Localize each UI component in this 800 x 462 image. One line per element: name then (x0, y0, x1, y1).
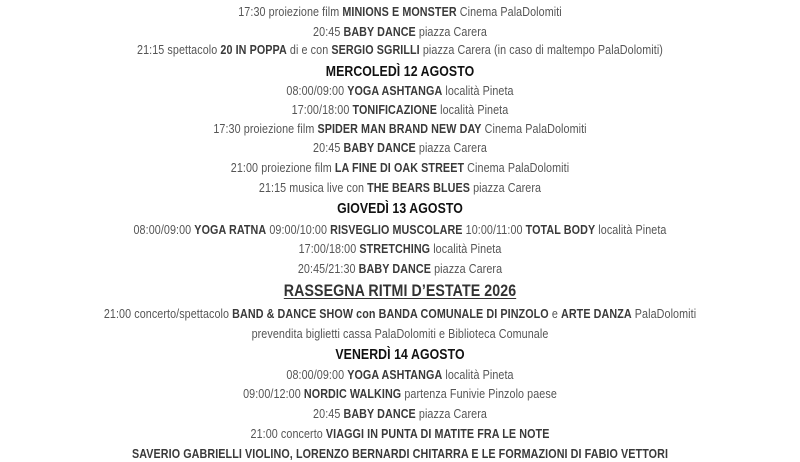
event-detail: piazza Carera (469, 181, 542, 195)
schedule-line (56, 367, 744, 383)
schedule-line (56, 386, 744, 402)
event-title: ARTE DANZA (560, 307, 632, 321)
event-detail: PalaDolomiti (631, 307, 697, 321)
schedule-line (56, 121, 744, 137)
event-detail: 20:45/21:30 (297, 262, 359, 276)
event-detail: 21:00 concerto (250, 427, 326, 441)
event-detail: 21:00 concerto/spettacolo (103, 307, 233, 321)
event-title: THE BEARS BLUES (367, 181, 470, 195)
event-title: con BANDA COMUNALE DI PINZOLO (356, 307, 549, 321)
event-title: SAVERIO GABRIELLI VIOLINO, LORENZO BERNARDI CHITARRA E LE FORMAZIONI DI FABIO VETTORI (131, 447, 669, 461)
event-detail: 17:00/18:00 (298, 242, 360, 256)
schedule-line (56, 406, 744, 422)
event-title: TOTAL BODY (525, 223, 596, 237)
event-detail: Cinema PalaDolomiti (464, 161, 570, 175)
event-detail: 17:30 proiezione film (238, 5, 343, 19)
event-detail: 20:45 (313, 407, 344, 421)
schedule-line (56, 83, 744, 99)
event-detail: Cinema PalaDolomiti (481, 122, 587, 136)
event-title: SERGIO SGRILLI (331, 43, 420, 57)
event-detail: località Pineta (595, 223, 667, 237)
day-heading: GIOVEDÌ 13 AGOSTO (337, 200, 463, 217)
event-title: BABY DANCE (343, 25, 416, 39)
event-detail: 17:00/18:00 (291, 103, 353, 117)
event-detail: piazza Carera (in caso di maltempo PalaDolomiti) (419, 43, 663, 57)
event-title: YOGA ASHTANGA (347, 368, 443, 382)
schedule-line (56, 24, 744, 40)
event-title: BABY DANCE (358, 262, 432, 276)
event-detail: 21:15 musica live con (258, 181, 368, 195)
schedule-line (56, 426, 744, 442)
event-detail: 08:00/09:00 (286, 84, 348, 98)
day-heading: VENERDÌ 14 AGOSTO (335, 346, 465, 363)
event-title: VIAGGI IN PUNTA DI MATITE FRA LE NOTE (325, 427, 550, 441)
event-detail: località Pineta (430, 242, 502, 256)
event-detail: località Pineta (442, 84, 514, 98)
schedule-line (56, 306, 744, 322)
event-title: 20 IN POPPA (220, 43, 287, 57)
event-title: BABY DANCE (343, 407, 416, 421)
day-heading: MERCOLEDÌ 12 AGOSTO (325, 63, 475, 80)
event-detail: piazza Carera (415, 25, 487, 39)
event-title: NORDIC WALKING (303, 387, 402, 401)
event-title: BABY DANCE (343, 141, 416, 155)
event-detail: prevendita biglietti cassa PalaDolomiti e Biblioteca Comunale (251, 327, 549, 341)
event-detail: 21:00 proiezione film (230, 161, 335, 175)
event-title: SPIDER MAN BRAND NEW DAY (317, 122, 482, 136)
event-title: BAND & DANCE SHOW (232, 307, 354, 321)
event-detail: 08:00/09:00 (133, 223, 195, 237)
schedule-line (56, 261, 744, 277)
event-title: TONIFICAZIONE (352, 103, 438, 117)
event-detail: località Pineta (442, 368, 514, 382)
schedule-line (56, 222, 744, 238)
event-detail: piazza Carera (415, 141, 487, 155)
event-detail: Cinema PalaDolomiti (456, 5, 562, 19)
event-detail: 17:30 proiezione film (213, 122, 318, 136)
schedule-line (56, 160, 744, 176)
schedule-line (56, 446, 744, 462)
event-detail: 09:00/10:00 (266, 223, 331, 237)
event-detail: 21:15 spettacolo (137, 43, 221, 57)
event-title: YOGA RATNA (194, 223, 267, 237)
schedule-line (56, 140, 744, 156)
event-detail: di e con (286, 43, 332, 57)
schedule-line (56, 102, 744, 118)
event-detail: 20:45 (313, 25, 344, 39)
event-title: STRETCHING (359, 242, 431, 256)
event-detail: piazza Carera (431, 262, 503, 276)
festival-banner-heading: RASSEGNA RITMI D’ESTATE 2026 (283, 282, 517, 300)
schedule-line (56, 241, 744, 257)
schedule-line (56, 42, 744, 58)
event-detail: 09:00/12:00 (243, 387, 304, 401)
event-detail: partenza Funivie Pinzolo paese (401, 387, 557, 401)
schedule-line (56, 326, 744, 342)
schedule-line (56, 4, 744, 20)
event-title: LA FINE DI OAK STREET (334, 161, 465, 175)
event-detail: località Pineta (437, 103, 509, 117)
event-detail: 20:45 (313, 141, 344, 155)
event-title: MINIONS E MONSTER (342, 5, 457, 19)
event-detail: 08:00/09:00 (286, 368, 348, 382)
event-detail: e (548, 307, 561, 321)
event-title: YOGA ASHTANGA (347, 84, 443, 98)
schedule-line (56, 180, 744, 196)
event-detail: 10:00/11:00 (462, 223, 526, 237)
event-detail: piazza Carera (415, 407, 487, 421)
event-title: RISVEGLIO MUSCOLARE (330, 223, 463, 237)
